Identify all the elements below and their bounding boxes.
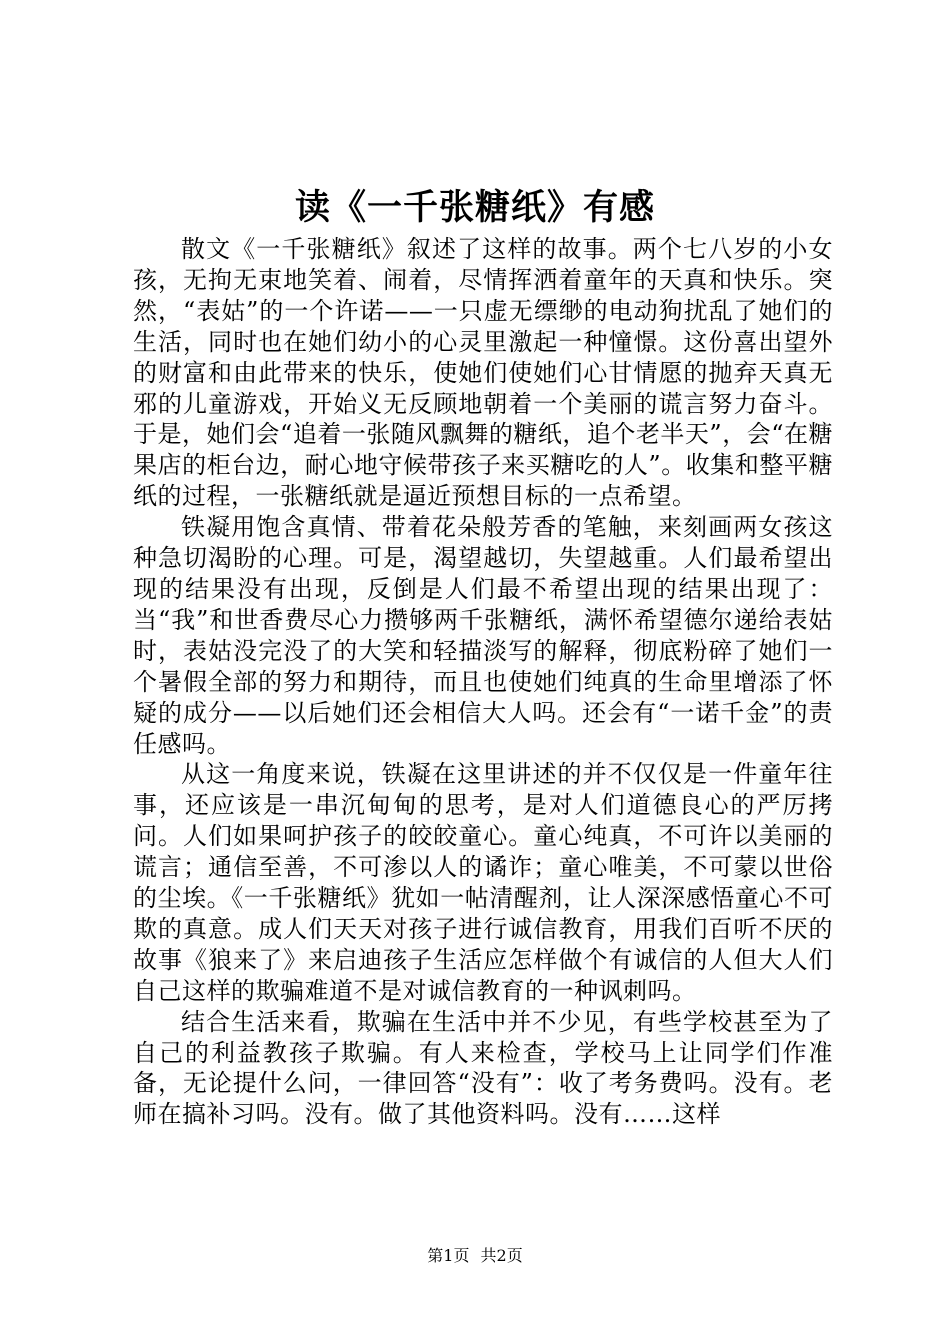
document-body bbox=[133, 234, 833, 1130]
paragraph: 从这一角度来说，铁凝在这里讲述的并不仅仅是一件童年往事，还应该是一串沉甸甸的思考，是对人们道德良心的严厉拷问。人们如果呵护孩子的皎皎童心。童心纯真，不可许以美丽的谎言；通信至善，不可渗以人的谲诈；童心唯美，不可蒙以世俗的尘埃。《一千张糖纸》犹如一帖清醒剂，让人深深感悟童心不可欺的真意。成人们天天对孩子进行诚信教育，用我们百听不厌的故事《狼来了》来启迪孩子生活应怎样做个有诚信的人但大人们自己这样的欺骗难道不是对诚信教育的一种讽刺吗。 bbox=[133, 760, 833, 1005]
page-footer bbox=[0, 1245, 950, 1267]
paragraph: 散文《一千张糖纸》叙述了这样的故事。两个七八岁的小女孩，无拘无束地笑着、闹着，尽情挥洒着童年的天真和快乐。突然，“表姑”的一个许诺——一只虚无缥缈的电动狗扰乱了她们的生活，同时也在她们幼小的心灵里激起一种憧憬。这份喜出望外的财富和由此带来的快乐，使她们使她们心甘情愿的抛弃天真无邪的儿童游戏，开始义无反顾地朝着一个美丽的谎言努力奋斗。于是，她们会“追着一张随风飘舞的糖纸，追个老半天”，会“在糖果店的柜台边，耐心地守候带孩子来买糖吃的人”。收集和整平糖纸的过程，一张糖纸就是逼近预想目标的一点希望。 bbox=[133, 235, 833, 511]
document-title: 读《一千张糖纸》有感 bbox=[294, 188, 655, 228]
paragraph: 铁凝用饱含真情、带着花朵般芳香的笔触，来刻画两女孩这种急切渴盼的心理。可是，渴望越切，失望越重。人们最希望出现的结果没有出现，反倒是人们最不希望出现的结果出现了：当“我”和世香费尽心力攒够两千张糖纸，满怀希望德尔递给表姑时，表姑没完没了的大笑和轻描淡写的解释，彻底粉碎了她们一个暑假全部的努力和期待，而且也使她们纯真的生命里增添了怀疑的成分——以后她们还会相信大人吗。还会有“一诺千金”的责任感吗。 bbox=[133, 513, 833, 758]
page-total: 共2页 bbox=[480, 1246, 523, 1265]
paragraph: 结合生活来看，欺骗在生活中并不少见，有些学校甚至为了自己的利益教孩子欺骗。有人来检查，学校马上让同学们作准备，无论提什么问，一律回答“没有”：收了考务费吗。没有。老师在搞补习吗。没有。做了其他资料吗。没有……这样 bbox=[133, 1007, 833, 1129]
page-number: 第1页 bbox=[427, 1246, 470, 1265]
